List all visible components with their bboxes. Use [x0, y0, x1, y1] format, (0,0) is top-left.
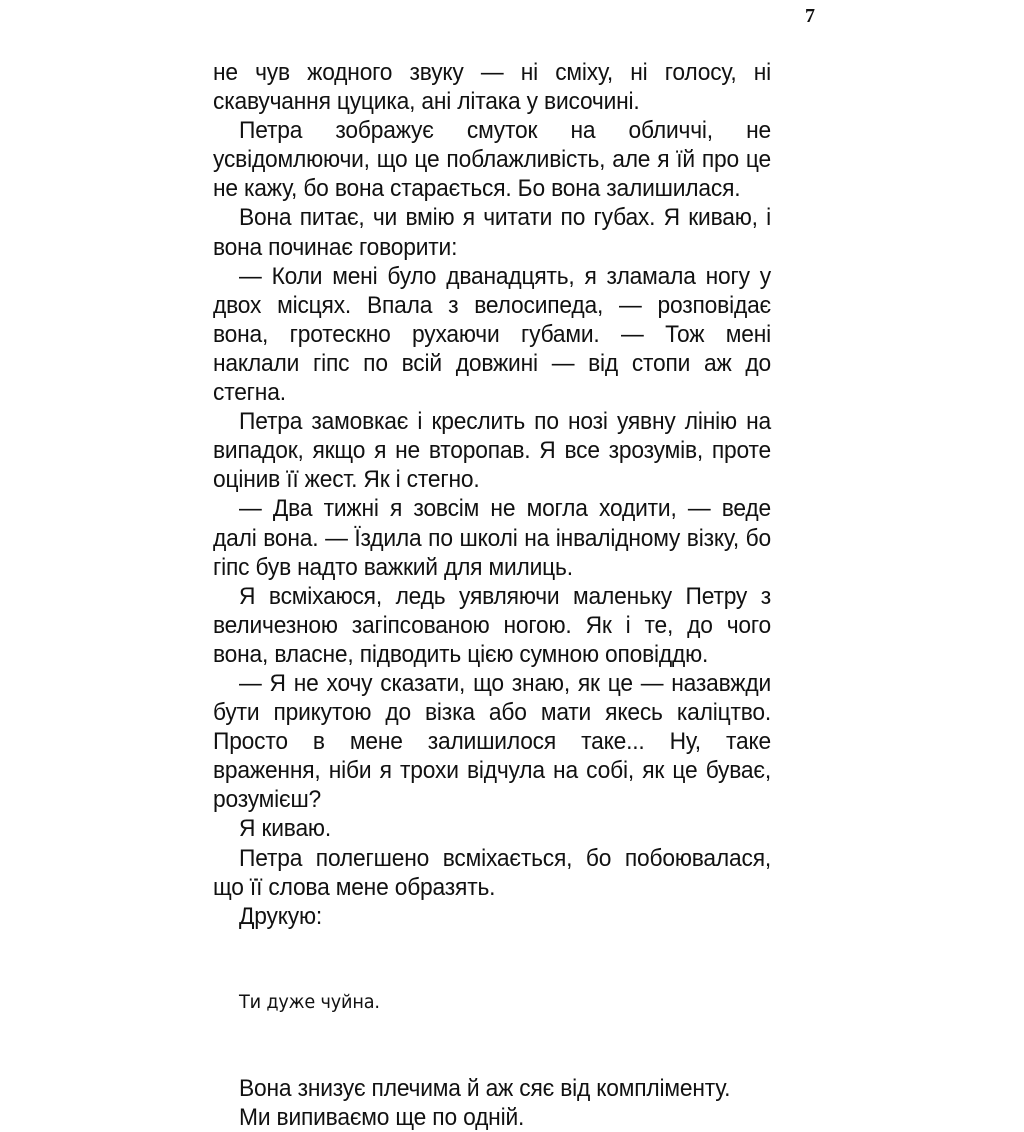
paragraph: Друкую:: [239, 902, 323, 930]
dialogue-paragraph: — Я не хочу сказати, що знаю, як це — назавжди бути прикутою до візка або мати якесь каліцтво. Просто в мене залишилося таке... Ну, таке враження, ніби я трохи відчула на собі, як це буває, розумієш?: [213, 669, 771, 814]
paragraph: Петра полегшено всміхається, бо побоювалася, що її слова мене образять.: [213, 844, 771, 901]
paragraph: Петра замовкає і креслить по нозі уявну лінію на випадок, якщо я не второпав. Я все зрозумів, проте оцінив її жест. Як і стегно.: [213, 408, 771, 494]
paragraph: Ми випиваємо ще по одній.: [239, 1103, 525, 1131]
dialogue-paragraph: — Два тижні я зовсім не могла ходити, — веде далі вона. — Їздила по школі на інвалідному візку, бо гіпс був надто важкий для милиць.: [213, 495, 771, 581]
paragraph: Я киваю.: [239, 815, 331, 843]
paragraph: Вона знизує плечима й аж сяє від компліменту.: [239, 1074, 731, 1102]
paragraph: Вона питає, чи вмію я читати по губах. Я киваю, і вона починає говорити:: [213, 204, 771, 261]
paragraph: Петра зображує смуток на обличчі, не усвідомлюючи, що це поблажливість, але я їй про це не кажу, бо вона старається. Бо вона залишилася.: [213, 117, 771, 203]
typed-message: Ти дуже чуйна.: [239, 990, 380, 1013]
paragraph: Я всміхаюся, ледь уявляючи маленьку Петру з величезною загіпсованою ногою. Як і те, до чого вона, власне, підводить цією сумною оповіддю.: [213, 582, 771, 668]
dialogue-paragraph: — Коли мені було дванадцять, я зламала ногу у двох місцях. Впала з велосипеда, — розповідає вона, гротескно рухаючи губами. — Тож мені наклали гіпс по всій довжині — від стопи аж до стегна.: [213, 262, 771, 407]
paragraph: не чув жодного звуку — ні сміху, ні голосу, ні скавучання цуцика, ані літака у височині.: [213, 59, 771, 116]
body-text: [213, 58, 771, 1132]
page-number: 7: [805, 5, 815, 27]
